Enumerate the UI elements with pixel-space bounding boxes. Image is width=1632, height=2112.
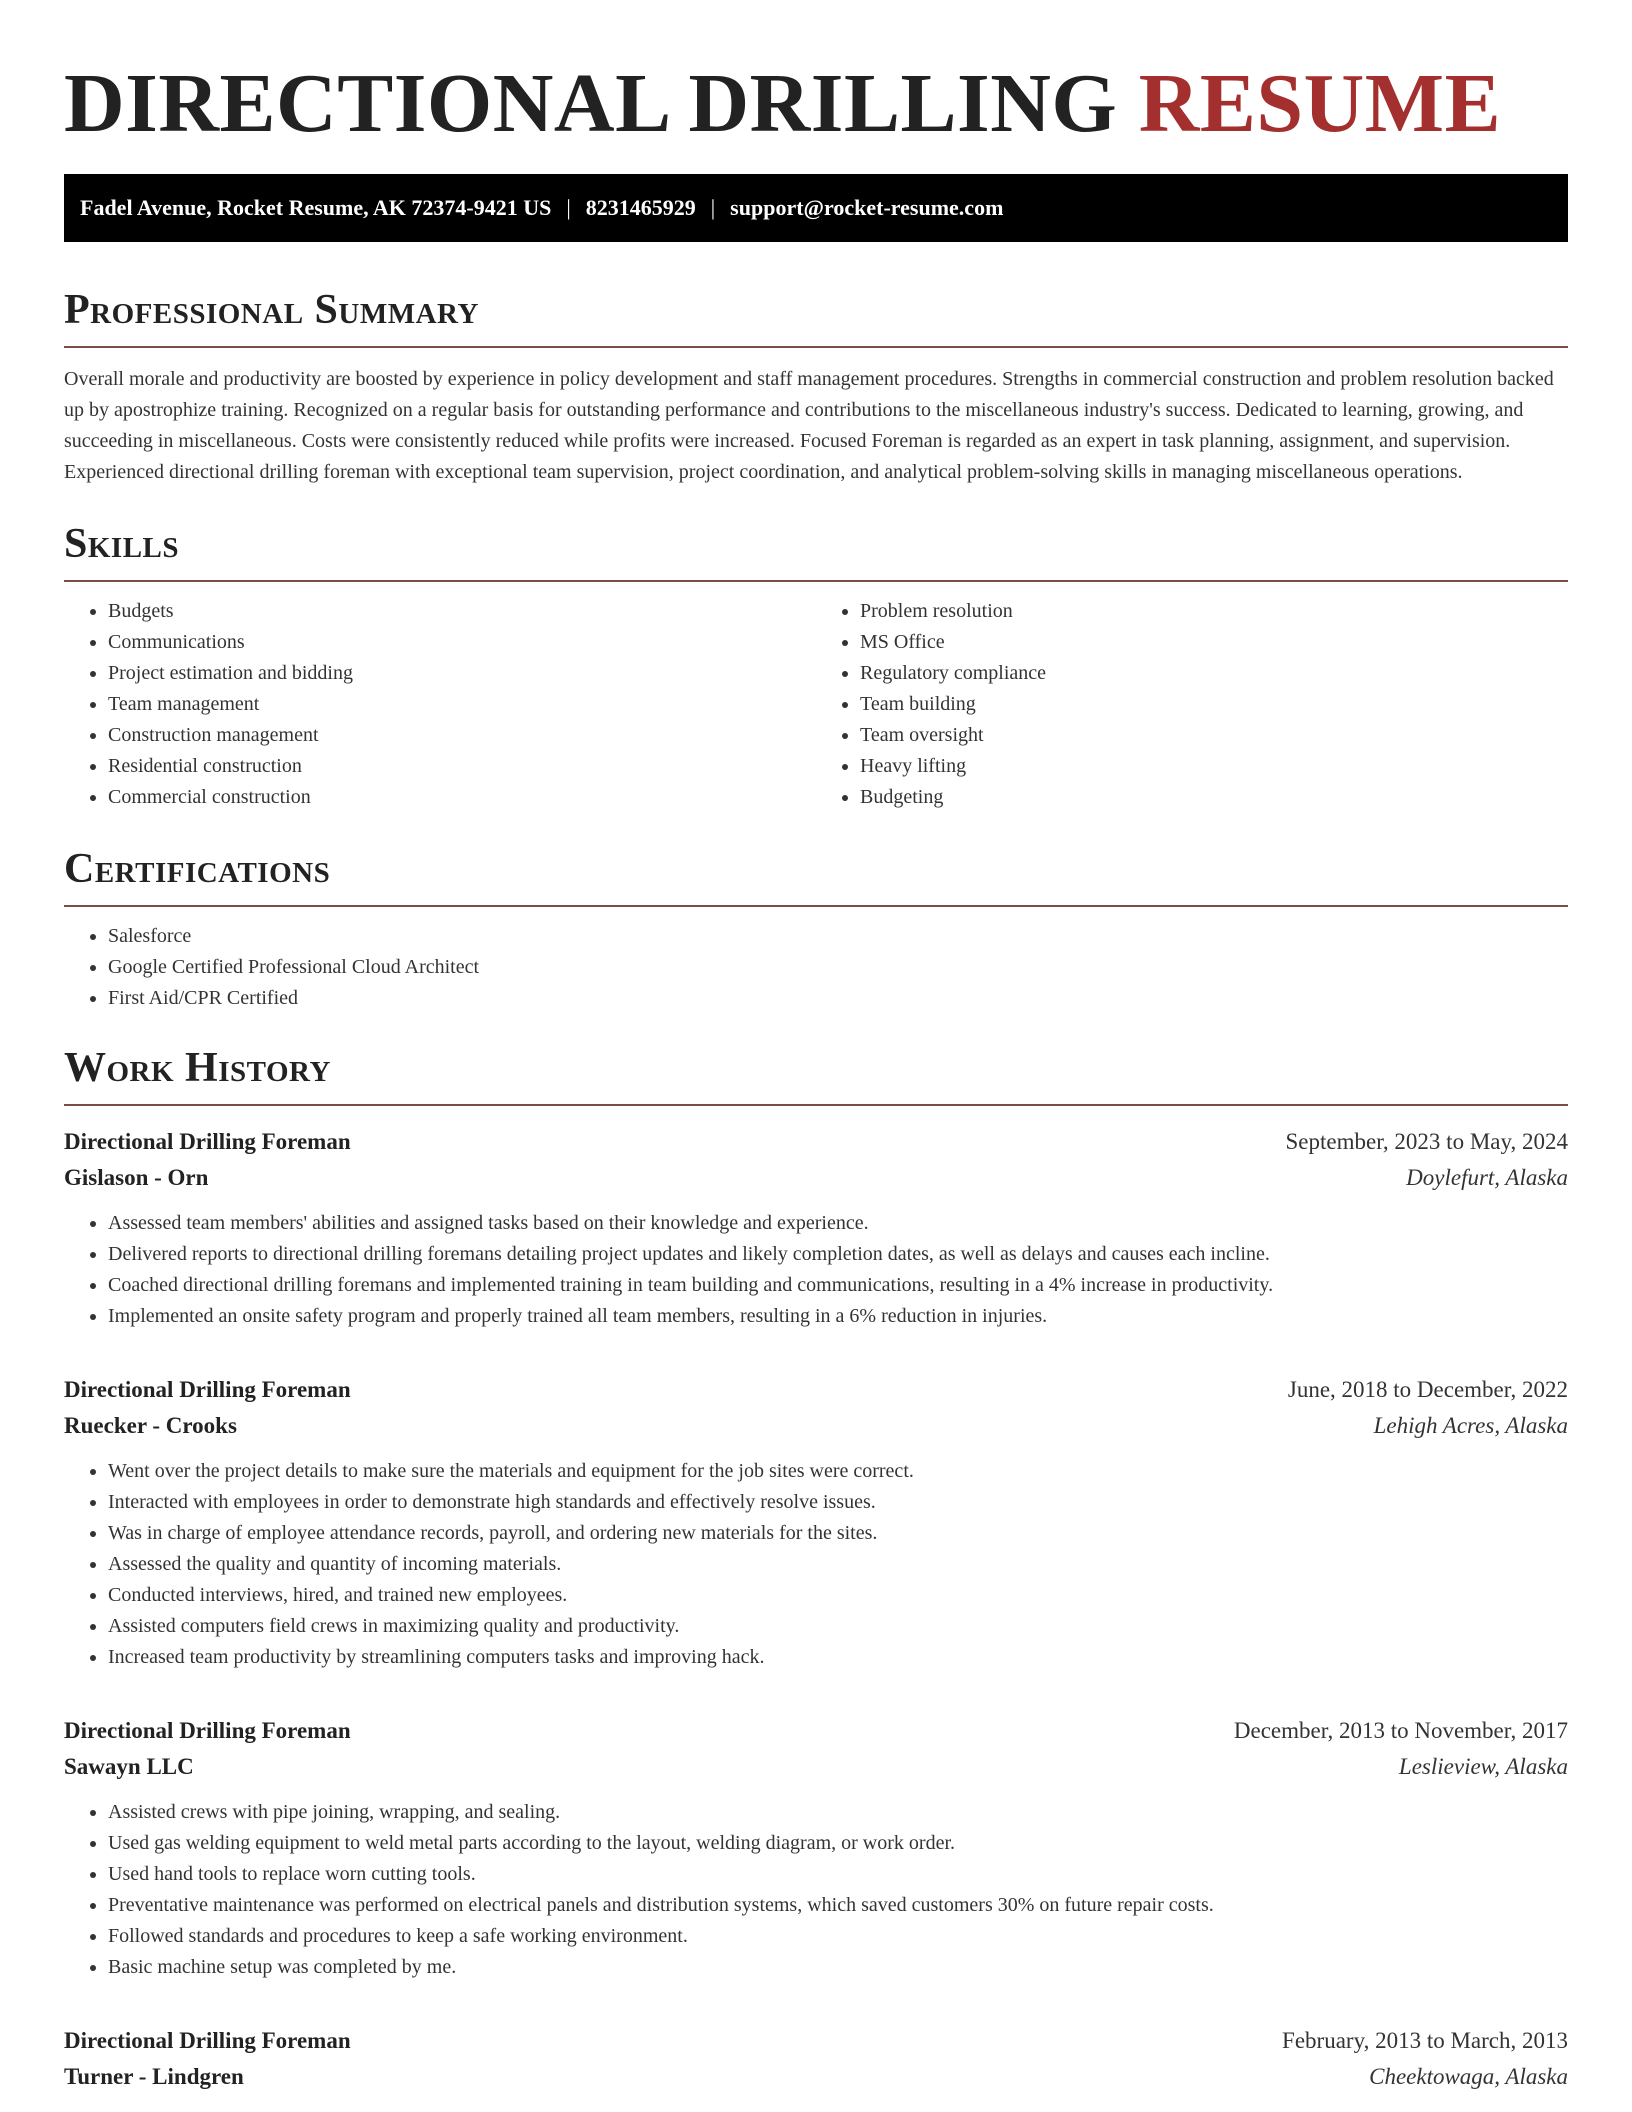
title-accent: RESUME <box>1138 57 1502 150</box>
skill-item: • Commercial construction <box>108 782 816 813</box>
job-bullet: • Used gas welding equipment to weld metal parts according to the layout, welding diagram, or work order. <box>108 1828 1568 1859</box>
job-dates: June, 2018 to December, 2022 <box>1287 1377 1568 1402</box>
resume-title <box>64 0 1568 150</box>
job-bullet: • Conducted interviews, hired, and trained new employees. <box>108 1580 1568 1611</box>
skill-item: • MS Office <box>860 627 1568 658</box>
job-company: Turner - Lindgren <box>64 2064 244 2089</box>
job-header-row <box>64 1124 1568 1160</box>
job-entry <box>64 1713 1568 1983</box>
contact-email: support@rocket-resume.com <box>730 195 1004 220</box>
job-company: Sawayn LLC <box>64 1754 194 1779</box>
skill-item: • Construction management <box>108 720 816 751</box>
skill-item: • Project estimation and bidding <box>108 658 816 689</box>
job-bullet: • Implemented an onsite safety program and properly trained all team members, resulting in a 6% reduction in injuries. <box>108 1301 1568 1332</box>
job-dates: February, 2013 to March, 2013 <box>1282 2028 1568 2053</box>
job-bullet: • Delivered reports to directional drilling foremans detailing project updates and likely completion dates, as well as delays and causes each incline. <box>108 1239 1568 1270</box>
job-title: Directional Drilling Foreman <box>64 1377 351 1402</box>
job-title: Directional Drilling Foreman <box>64 2028 351 2053</box>
job-bullets <box>64 1456 1568 1673</box>
skill-item: • Regulatory compliance <box>860 658 1568 689</box>
job-location: Lehigh Acres, Alaska <box>1373 1413 1568 1438</box>
certification-item: • Salesforce <box>108 921 1568 952</box>
skill-item: • Heavy lifting <box>860 751 1568 782</box>
job-title: Directional Drilling Foreman <box>64 1129 351 1154</box>
job-bullet: • Preventative maintenance was performed on electrical panels and distribution systems, which saved customers 30% on future repair costs. <box>108 1890 1568 1921</box>
job-header-row <box>64 2023 1568 2059</box>
contact-bar <box>64 174 1568 242</box>
skill-item: • Budgeting <box>860 782 1568 813</box>
job-header-row <box>64 1713 1568 1749</box>
summary-heading: Professional Summary <box>64 286 1568 348</box>
job-title: Directional Drilling Foreman <box>64 1718 351 1743</box>
job-entry <box>64 2023 1568 2095</box>
job-company-row <box>64 2059 1568 2095</box>
skill-item: • Team oversight <box>860 720 1568 751</box>
contact-separator: | <box>710 195 716 220</box>
contact-address: Fadel Avenue, Rocket Resume, AK 72374-9421 US <box>80 195 552 220</box>
job-company: Gislason - Orn <box>64 1165 209 1190</box>
job-bullet: • Assisted crews with pipe joining, wrapping, and sealing. <box>108 1797 1568 1828</box>
skill-item: • Team building <box>860 689 1568 720</box>
job-entry <box>64 1372 1568 1673</box>
job-bullets <box>64 1208 1568 1332</box>
job-bullet: • Increased team productivity by streamlining computers tasks and improving hack. <box>108 1642 1568 1673</box>
job-company: Ruecker - Crooks <box>64 1413 237 1438</box>
job-bullet: • Assessed team members' abilities and assigned tasks based on their knowledge and experience. <box>108 1208 1568 1239</box>
job-location: Leslieview, Alaska <box>1398 1754 1568 1779</box>
summary-text: Overall morale and productivity are boosted by experience in policy development and staff management procedures. Strengths in commercial construction and problem resolution backed up by apostrophize training. Recognized on a regular basis for outstanding performance and contributions to the miscellaneous industry's success. Dedicated to learning, growing, and succeeding in miscellaneous. Costs were consistently reduced while profits were increased. Focused Foreman is regarded as an expert in task planning, assignment, and supervision. Experienced directional drilling foreman with exceptional team supervision, project coordination, and analytical problem-solving skills in managing miscellaneous operations. <box>64 368 1554 483</box>
skills-heading: Skills <box>64 520 1568 582</box>
skill-item: • Communications <box>108 627 816 658</box>
certification-item: • First Aid/CPR Certified <box>108 983 1568 1014</box>
job-bullet: • Basic machine setup was completed by me. <box>108 1952 1568 1983</box>
title-main: DIRECTIONAL DRILLING <box>64 57 1139 150</box>
job-bullets <box>64 1797 1568 1983</box>
job-bullet: • Assessed the quality and quantity of incoming materials. <box>108 1549 1568 1580</box>
job-bullet: • Was in charge of employee attendance records, payroll, and ordering new materials for the sites. <box>108 1518 1568 1549</box>
job-dates: December, 2013 to November, 2017 <box>1233 1718 1568 1743</box>
skills-list <box>64 582 1568 813</box>
contact-phone: 8231465929 <box>585 195 696 220</box>
job-company-row <box>64 1408 1568 1444</box>
job-dates: September, 2023 to May, 2024 <box>1285 1129 1568 1154</box>
job-entry <box>64 1124 1568 1332</box>
job-bullet: • Followed standards and procedures to keep a safe working environment. <box>108 1921 1568 1952</box>
job-bullet: • Interacted with employees in order to demonstrate high standards and effectively resolve issues. <box>108 1487 1568 1518</box>
skill-item: • Budgets <box>108 596 816 627</box>
skill-item: • Problem resolution <box>860 596 1568 627</box>
skills-column-right <box>816 596 1568 813</box>
job-bullet: • Assisted computers field crews in maximizing quality and productivity. <box>108 1611 1568 1642</box>
skill-item: • Team management <box>108 689 816 720</box>
certifications-list <box>64 921 1568 1014</box>
resume-page <box>64 0 1568 2095</box>
job-bullet: • Used hand tools to replace worn cutting tools. <box>108 1859 1568 1890</box>
job-bullet: • Went over the project details to make sure the materials and equipment for the job sites were correct. <box>108 1456 1568 1487</box>
job-header-row <box>64 1372 1568 1408</box>
job-company-row <box>64 1749 1568 1785</box>
contact-separator: | <box>566 195 571 220</box>
job-location: Doylefurt, Alaska <box>1406 1165 1568 1190</box>
certification-item: • Google Certified Professional Cloud Architect <box>108 952 1568 983</box>
skill-item: • Residential construction <box>108 751 816 782</box>
job-company-row <box>64 1160 1568 1196</box>
certifications-heading: Certifications <box>64 845 1568 907</box>
job-bullet: • Coached directional drilling foremans and implemented training in team building and communications, resulting in a 4% increase in productivity. <box>108 1270 1568 1301</box>
job-location: Cheektowaga, Alaska <box>1369 2064 1568 2089</box>
work-history-heading: Work History <box>64 1044 1568 1106</box>
skills-column-left <box>64 596 816 813</box>
